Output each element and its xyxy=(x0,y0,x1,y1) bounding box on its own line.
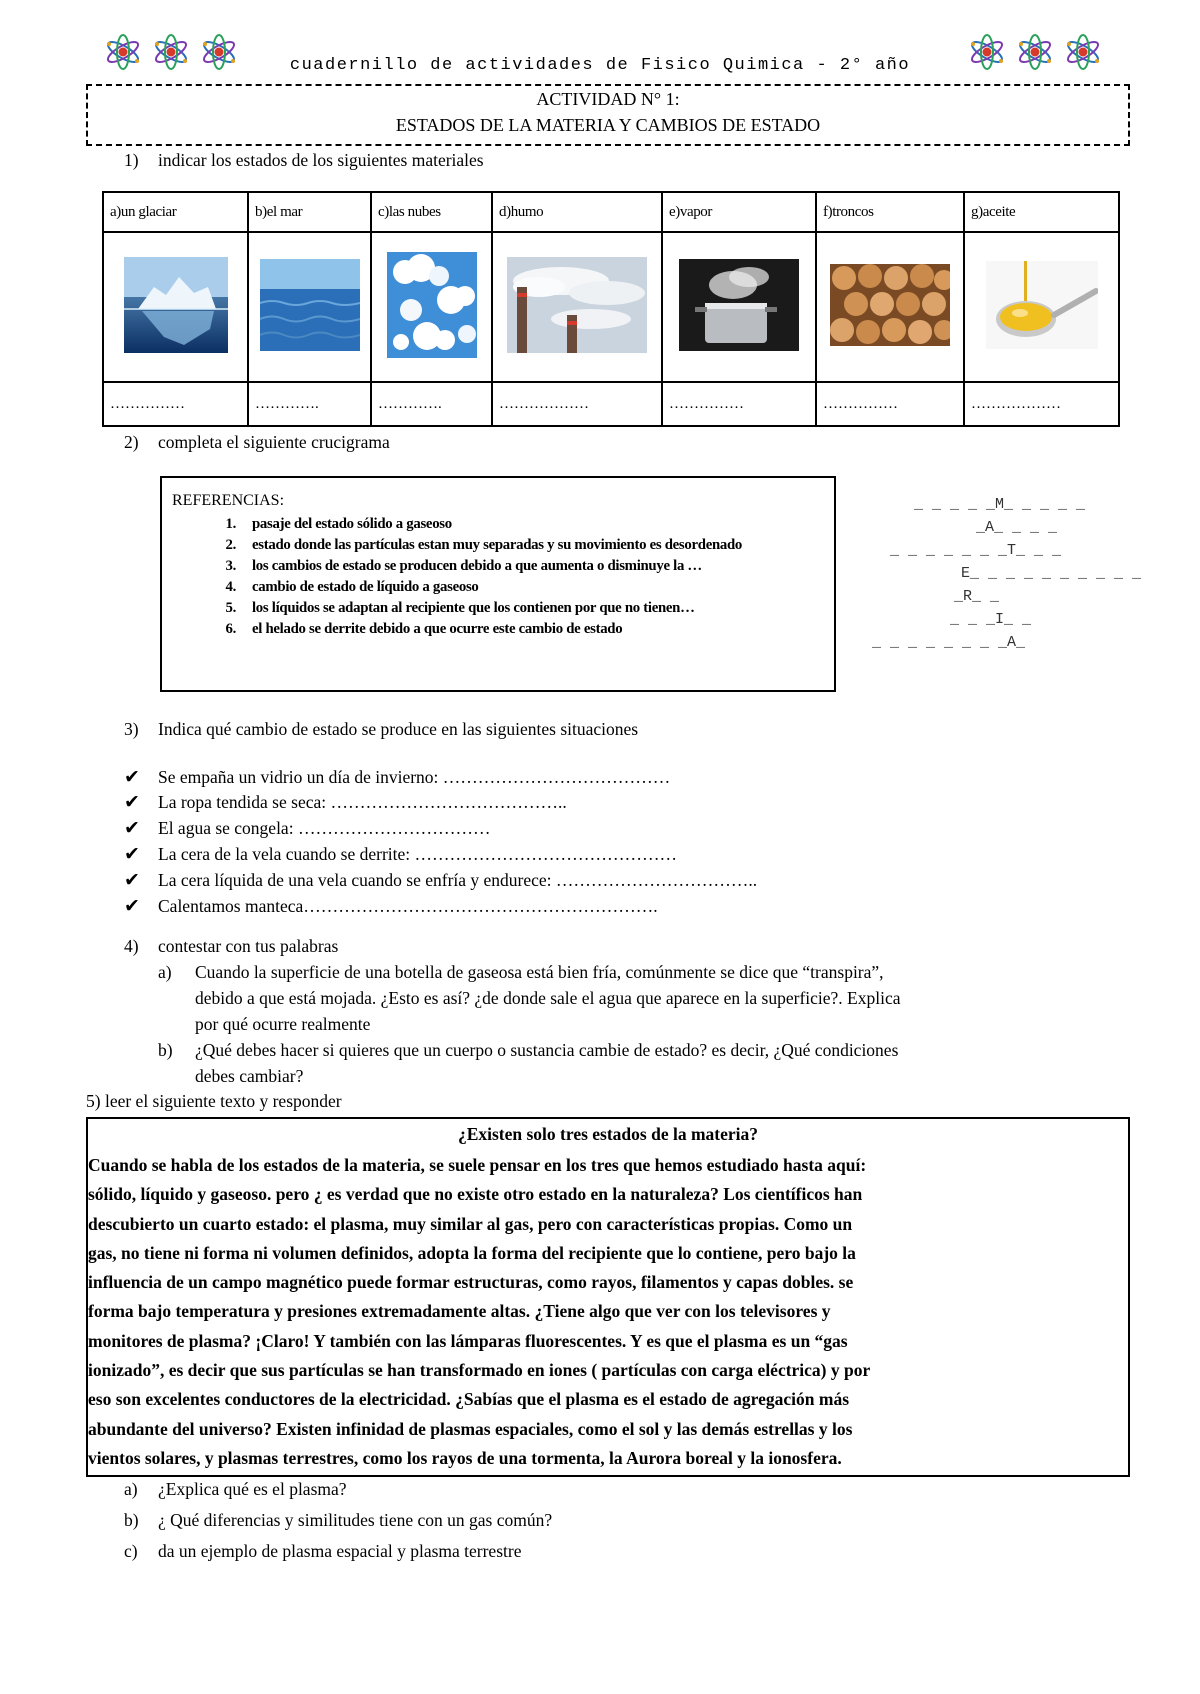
answer-cell[interactable]: …………… xyxy=(816,382,964,426)
plasma-text-box xyxy=(86,1117,1130,1477)
q2-text: completa el siguiente crucigrama xyxy=(158,432,390,452)
crossword-row[interactable]: _ _ _I_ _ xyxy=(950,611,1032,628)
check-icon: ✔ xyxy=(124,896,140,917)
crossword-row[interactable]: _A_ _ _ _ xyxy=(976,519,1058,536)
answer-cell[interactable]: …………. xyxy=(248,382,371,426)
steam-image xyxy=(679,259,799,351)
list-item: 2. estado donde las partículas estan muy separadas y su movimiento es desordenado xyxy=(225,537,743,553)
check-icon: ✔ xyxy=(124,767,140,788)
q5-text: 5) leer el siguiente texto y responder xyxy=(86,1091,342,1111)
q4-b-label: b) xyxy=(158,1040,173,1060)
q5-a-label: a) xyxy=(124,1479,138,1499)
q4-a-line: Cuando la superficie de una botella de gaseosa está bien fría, comúnmente se dice que “transpira”, xyxy=(195,962,884,982)
column-header: c)las nubes xyxy=(371,192,492,232)
q5-c-label: c) xyxy=(124,1541,138,1561)
q5-c-text: da un ejemplo de plasma espacial y plasma terrestre xyxy=(158,1541,522,1561)
q1-text: indicar los estados de los siguientes materiales xyxy=(158,150,484,170)
column-header: a)un glaciar xyxy=(103,192,248,232)
text-line: monitores de plasma? ¡Claro! Y también con las lámparas fluorescentes. Y es que el plasma es un “gas xyxy=(88,1330,848,1351)
column-header: g)aceite xyxy=(964,192,1119,232)
list-item: La ropa tendida se seca: ………………………………….. xyxy=(158,792,567,812)
smoke-image-cell xyxy=(492,232,662,382)
q1-number: 1) xyxy=(124,150,139,170)
q5-a-text: ¿Explica qué es el plasma? xyxy=(158,1479,347,1499)
glacier-image-cell xyxy=(103,232,248,382)
q3-number: 3) xyxy=(124,719,139,739)
answer-cell[interactable]: …………. xyxy=(371,382,492,426)
sea-image-cell xyxy=(248,232,371,382)
list-item: La cera líquida de una vela cuando se enfría y endurece: …………………………….. xyxy=(158,870,758,890)
text-line: Cuando se habla de los estados de la materia, se suele pensar en los tres que hemos estudiado hasta aquí: xyxy=(88,1155,867,1175)
q4-a-line: debido a que está mojada. ¿Esto es así? ¿de donde sale el agua que aparece en la superficie?. Explica xyxy=(195,988,901,1008)
list-item: Se empaña un vidrio un día de invierno: ………………………………… xyxy=(158,767,671,787)
page-header: cuadernillo de actividades de Fisico Quimica - 2° año xyxy=(289,56,911,75)
clouds-image xyxy=(387,252,477,358)
answer-cell[interactable]: ……………… xyxy=(492,382,662,426)
list-item: 1. pasaje del estado sólido a gaseoso xyxy=(225,516,452,532)
q5-b-label: b) xyxy=(124,1510,139,1530)
oil-image xyxy=(986,261,1098,349)
glacier-image xyxy=(124,257,228,353)
activity-title-box xyxy=(86,84,1130,146)
references-list xyxy=(172,514,822,640)
list-item: 3. los cambios de estado se producen debido a que aumenta o disminuye la … xyxy=(225,558,702,574)
text-line: influencia de un campo magnético puede formar estructuras, como rayos, filamentos y capas dobles. se xyxy=(88,1272,854,1293)
answer-cell[interactable]: …………… xyxy=(103,382,248,426)
text-line: gas, no tiene ni forma ni volumen definidos, adopta la forma del recipiente que lo contiene, pero bajo la xyxy=(88,1242,856,1263)
crossword-row[interactable]: _ _ _ _ _M_ _ _ _ _ xyxy=(914,496,1086,513)
check-icon: ✔ xyxy=(124,844,140,865)
list-item: Calentamos manteca……………………………………………………. xyxy=(158,896,658,916)
steam-image-cell xyxy=(662,232,816,382)
plasma-body xyxy=(88,1151,1128,1473)
text-line: abundante del universo? Existen infinidad de plasmas espaciales, como el sol y las demás estrellas y los xyxy=(88,1418,853,1439)
crossword-row[interactable]: _R_ _ xyxy=(954,588,1000,605)
oil-image-cell xyxy=(964,232,1119,382)
answer-cell[interactable]: …………… xyxy=(662,382,816,426)
text-line: eso son excelentes conductores de la electricidad. ¿Sabías que el plasma es el estado de agregación más xyxy=(88,1389,850,1410)
column-header: f)troncos xyxy=(816,192,964,232)
column-header: d)humo xyxy=(492,192,662,232)
column-header: e)vapor xyxy=(662,192,816,232)
smoke-image xyxy=(507,257,647,353)
q4-text: contestar con tus palabras xyxy=(158,936,339,956)
references-title: REFERENCIAS: xyxy=(172,492,285,509)
text-line: ionizado”, es decir que sus partículas se han transformado en iones ( partículas con carga eléctrica) y por xyxy=(88,1360,871,1381)
check-icon: ✔ xyxy=(124,792,140,813)
text-line: sólido, líquido y gaseoso. pero ¿ es verdad que no existe otro estado en la naturaleza? Los científicos han xyxy=(88,1184,863,1205)
answer-cell[interactable]: ……………… xyxy=(964,382,1119,426)
list-item: El agua se congela: …………………………… xyxy=(158,818,491,838)
list-item: 6. el helado se derrite debido a que ocurre este cambio de estado xyxy=(225,621,623,637)
q5-b-text: ¿ Qué diferencias y similitudes tiene con un gas común? xyxy=(158,1510,553,1530)
text-line: vientos solares, y plasmas terrestres, como los rayos de una tormenta, la Aurora boreal y la ionosfera. xyxy=(88,1447,842,1468)
q3-text: Indica qué cambio de estado se produce en las siguientes situaciones xyxy=(158,719,639,739)
q4-b-line: debes cambiar? xyxy=(195,1066,304,1086)
list-item: La cera de la vela cuando se derrite: ……………………………………… xyxy=(158,844,678,864)
activity-number: ACTIVIDAD N° 1: xyxy=(536,89,680,109)
check-icon: ✔ xyxy=(124,818,140,839)
text-line: descubierto un cuarto estado: el plasma, muy similar al gas, pero con características propias. Como un xyxy=(88,1213,853,1234)
crossword-row[interactable]: E_ _ _ _ _ _ _ _ _ _ xyxy=(961,565,1142,582)
q2-number: 2) xyxy=(124,432,139,452)
list-item: 4. cambio de estado de líquido a gaseoso xyxy=(225,579,479,595)
crossword-row[interactable]: _ _ _ _ _ _ _ _A_ xyxy=(872,634,1026,651)
q4-a-label: a) xyxy=(158,962,172,982)
crossword-row[interactable]: _ _ _ _ _ _ _T_ _ _ xyxy=(890,542,1062,559)
column-header: b)el mar xyxy=(248,192,371,232)
logs-image-cell xyxy=(816,232,964,382)
text-line: forma bajo temperatura y presiones extremadamente altas. ¿Tiene algo que ver con los televisores y xyxy=(88,1301,831,1322)
q4-b-line: ¿Qué debes hacer si quieres que un cuerpo o sustancia cambie de estado? es decir, ¿Qué condiciones xyxy=(195,1040,899,1060)
q4-number: 4) xyxy=(124,936,139,956)
activity-title: ESTADOS DE LA MATERIA Y CAMBIOS DE ESTADO xyxy=(395,115,821,135)
clouds-image-cell xyxy=(371,232,492,382)
q4-a-line: por qué ocurre realmente xyxy=(195,1014,371,1034)
list-item: 5. los líquidos se adaptan al recipiente que los contienen por que no tienen… xyxy=(225,600,695,616)
check-icon: ✔ xyxy=(124,870,140,891)
references-box xyxy=(160,476,836,692)
logs-image xyxy=(830,264,950,346)
materials-table xyxy=(102,191,1120,427)
plasma-title: ¿Existen solo tres estados de la materia? xyxy=(457,1124,759,1144)
sea-image xyxy=(260,259,360,351)
